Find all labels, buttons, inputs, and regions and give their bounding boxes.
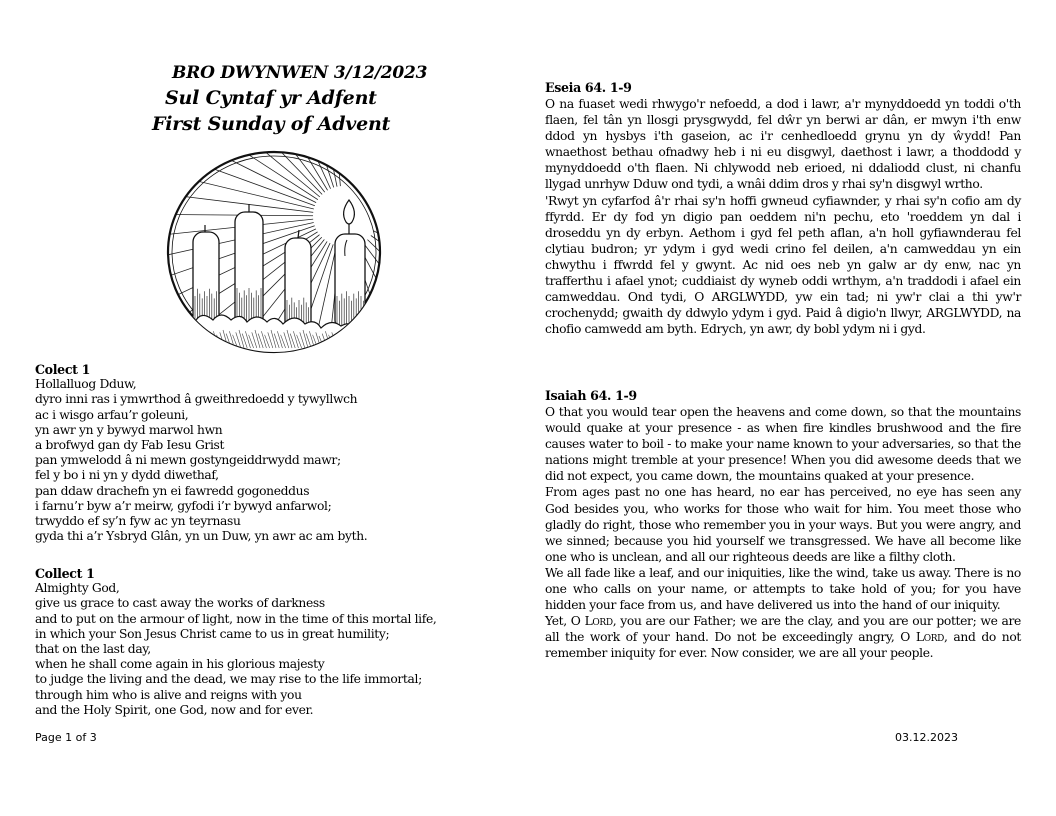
collect-line: i farnu’r byw a’r meirw, gyfodi i’r bywyd anfarwol;: [35, 498, 332, 513]
reading-paragraph: O na fuaset wedi rhwygo'r nefoedd, a dod i lawr, a'r mynyddoedd yn toddi o'th flaen, fel tân yn llosgi prysgwydd, fel dŵr yn berwi ar dân, er mwyn i'th enw ddod yn hysbys i'th gaseion, ac i'r cenhedloedd grynu yn dy ŵydd! Pan wnaethost bethau ofnadwy heb i ni eu disgwyl, daethost i lawr, a thoddodd y mynyddoedd o'th flaen. Ni chlywodd neb erioed, ni ddaliodd clust, ni chanfu llygad unrhyw Dduw ond tydi, a wnâi ddim dros y rhai sy'n disgwyl wrtho.: [545, 97, 1021, 192]
reading-welsh-heading: Eseia 64. 1-9: [545, 80, 632, 95]
footer-date: 03.12.2023: [895, 731, 958, 744]
page-number: Page 1 of 3: [35, 731, 97, 744]
collect-line: give us grace to cast away the works of darkness: [35, 596, 325, 611]
collect-line: Almighty God,: [35, 581, 120, 596]
header-english-subtitle: First Sunday of Advent: [152, 113, 391, 135]
reading-paragraph: We all fade like a leaf, and our iniquities, like the wind, take us away. There is no one who calls on your name, or attempts to take hold of you; for you have hidden your face from us, and have delivered us into the hand of our iniquity.: [545, 565, 1021, 613]
text-run: , you are our Father; we are the clay, and you are our potter; we are all the work of your hand. Do not be exceedingly angry, O: [545, 614, 1021, 645]
reading-paragraph: 'Rwyt yn cyfarfod â'r rhai sy'n hoffi gwneud cyfiawnder, y rhai sy'n cofio am dy ffyrdd. Er dy fod yn digio pan oeddem ni'n pechu, eto 'roeddem yn dal i droseddu yn dy erbyn. Aethom i gyd fel peth aflan, a'n holl gyfiawnderau fel clytiau budron; yr ydym i gyd wedi crino fel deilen, a'n camweddau yn ein chwythu i ffwrdd fel y gwynt. Ac nid oes neb yn galw ar dy enw, nac yn trafferthu i afael ynot; cuddiaist dy wyneb oddi wrthym, a'n traddodi i afael ein camweddau. Ond tydi, O ARGLWYDD, yw ein tad; ni yw'r clai a thi yw'r crochenydd; gwaith dy ddwylo ydym i gyd. Paid â digio'n llwyr, ARGLWYDD, na chofio camwedd am byth. Edrych, yn awr, dy bobl ydym ni i gyd.: [545, 193, 1021, 337]
collect-line: pan ddaw drachefn yn ei fawredd gogoneddus: [35, 483, 310, 498]
collect-english: [35, 566, 505, 718]
lord-smallcaps: Lord: [584, 614, 613, 629]
collect-line: a brofwyd gan dy Fab Iesu Grist: [35, 438, 225, 453]
reading-paragraph-final: [545, 613, 1021, 661]
collect-line: ac i wisgo arfau’r goleuni,: [35, 407, 189, 422]
collect-line: through him who is alive and reigns with you: [35, 687, 302, 702]
collect-welsh-heading: Colect 1: [35, 362, 91, 377]
reading-english: [545, 388, 1021, 662]
collect-line: and to put on the armour of light, now in the time of this mortal life,: [35, 611, 437, 626]
reading-welsh: [545, 80, 1021, 337]
reading-paragraph: From ages past no one has heard, no ear has perceived, no eye has seen any God besides you, who works for those who wait for him. You meet those who gladly do right, those who remember you in your ways. But you were angry, and we sinned; because you hid yourself we transgressed. We have all become like one who is unclean, and all our righteous deeds are like a filthy cloth.: [545, 485, 1021, 564]
collect-welsh: [35, 362, 505, 544]
collect-line: dyro inni ras i ymwrthod â gweithredoedd y tywyllwch: [35, 392, 358, 407]
text-run: , and do not remember iniquity for ever. Now consider, we are all your people.: [545, 630, 1021, 661]
collect-english-heading: Collect 1: [35, 566, 95, 581]
text-run: Yet, O: [545, 614, 585, 629]
header-title: BRO DWYNWEN 3/12/2023: [172, 63, 428, 83]
left-page: [35, 0, 505, 816]
right-page: [545, 0, 1021, 816]
collect-line: Hollalluog Dduw,: [35, 377, 137, 392]
reading-paragraph: O that you would tear open the heavens and come down, so that the mountains would quake at your presence - as when fire kindles brushwood and the fire causes water to boil - to make your name known to your adversaries, so that the nations might tremble at your presence! When you did awesome deeds that we did not expect, you came down, the mountains quaked at your presence.: [545, 405, 1021, 484]
collect-line: fel y bo i ni yn y dydd diwethaf,: [35, 468, 219, 483]
header-welsh-subtitle: Sul Cyntaf yr Adfent: [165, 87, 377, 109]
collect-line: when he shall come again in his glorious majesty: [35, 657, 325, 672]
collect-line: that on the last day,: [35, 642, 151, 657]
collect-line: trwyddo ef sy’n fyw ac yn teyrnasu: [35, 514, 241, 529]
lord-smallcaps: Lord: [915, 630, 945, 645]
collect-line: yn awr yn y bywyd marwol hwn: [35, 422, 223, 437]
collect-line: to judge the living and the dead, we may rise to the life immortal;: [35, 672, 422, 687]
collect-line: gyda thi a’r Ysbryd Glân, yn un Duw, yn awr ac am byth.: [35, 529, 368, 544]
collect-line: in which your Son Jesus Christ came to us in great humility;: [35, 626, 390, 641]
reading-english-heading: Isaiah 64. 1-9: [545, 388, 637, 403]
advent-candles-icon: [163, 148, 385, 356]
collect-line: pan ymwelodd â ni mewn gostyngeiddrwydd mawr;: [35, 453, 341, 468]
collect-line: and the Holy Spirit, one God, now and for ever.: [35, 702, 314, 717]
